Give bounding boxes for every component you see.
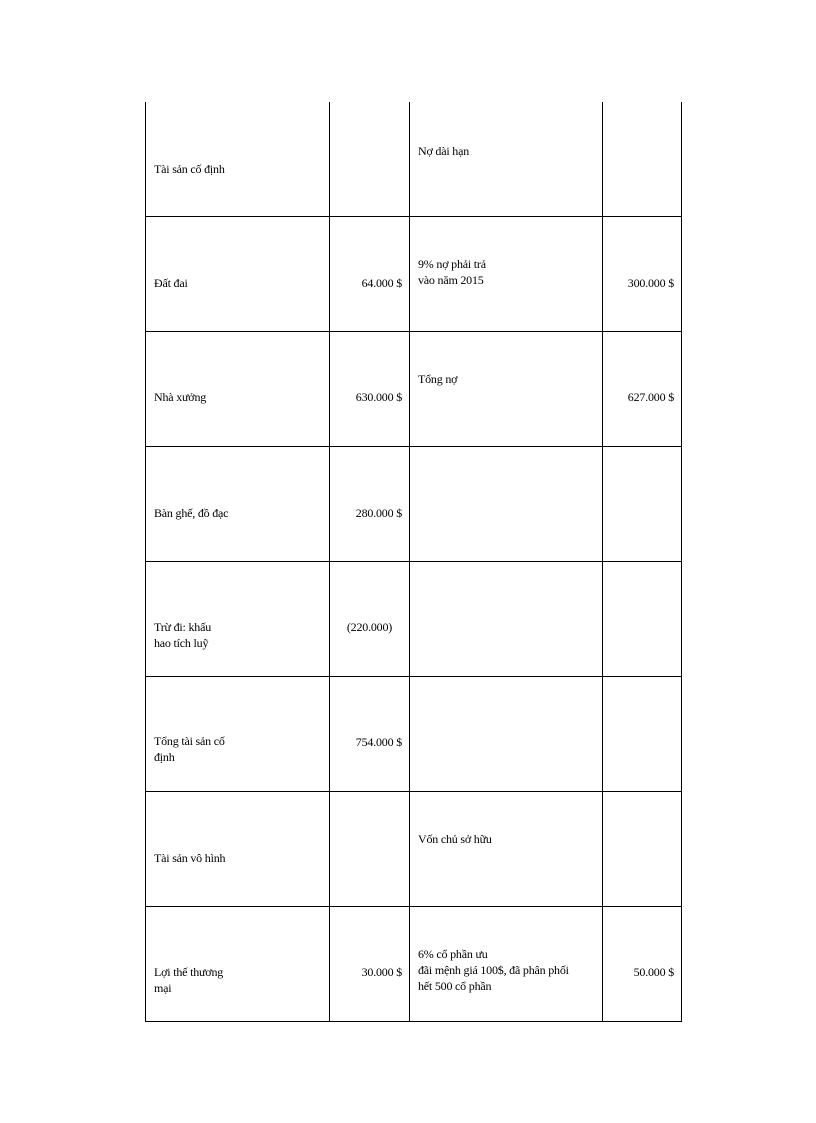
liability-label-cell [410,447,603,562]
liability-value-cell [603,907,682,1022]
asset-label-cell [146,677,330,792]
table-row [146,677,682,792]
liability-label-cell [410,102,603,217]
liability-value-cell [603,217,682,332]
liability-label-cell [410,792,603,907]
asset-label: Tổng tài sản cố định [154,734,225,764]
liability-value: 627.000 $ [627,390,674,404]
table-row [146,447,682,562]
asset-value-cell [330,677,410,792]
balance-sheet-table [145,102,682,1022]
table-row [146,102,682,217]
asset-label: Nhà xưởng [154,390,207,404]
asset-label-cell [146,562,330,677]
liability-label: 6% cổ phần ưu đãi mệnh giá 100$, đã phân phối hết 500 cổ phần [418,947,569,993]
asset-label-cell [146,332,330,447]
asset-value: 754.000 $ [355,735,402,749]
asset-value: 630.000 $ [355,390,402,404]
asset-label: Bàn ghế, đồ đạc [154,506,229,520]
asset-label: Tài sản vô hình [154,851,226,865]
asset-label: Tài sản cố định [154,162,225,176]
liability-label: Vốn chủ sở hữu [418,832,492,846]
table-row [146,792,682,907]
table-row [146,907,682,1022]
asset-label-cell [146,217,330,332]
table-row [146,562,682,677]
liability-label-cell [410,907,603,1022]
liability-label-cell [410,562,603,677]
liability-value: 50.000 $ [633,965,674,979]
liability-value-cell [603,792,682,907]
asset-label-cell [146,447,330,562]
table-row [146,217,682,332]
asset-value: 30.000 $ [361,965,402,979]
liability-label: 9% nợ phải trả vào năm 2015 [418,257,486,287]
liability-value-cell [603,332,682,447]
asset-label: Trừ đi: khấu hao tích luỹ [154,620,212,650]
asset-label-cell [146,792,330,907]
asset-value-cell [330,907,410,1022]
asset-label-cell [146,102,330,217]
asset-value-cell [330,102,410,217]
asset-value-cell [330,217,410,332]
liability-label: Nợ dài hạn [418,144,469,158]
liability-value-cell [603,562,682,677]
asset-value-cell [330,562,410,677]
asset-value: (220.000) [346,620,393,634]
liability-value-cell [603,447,682,562]
asset-label-cell [146,907,330,1022]
liability-value-cell [603,102,682,217]
asset-value: 280.000 $ [355,506,402,520]
asset-value-cell [330,332,410,447]
liability-value-cell [603,677,682,792]
table-row [146,332,682,447]
liability-label-cell [410,217,603,332]
asset-value: 64.000 $ [361,276,402,290]
asset-label: Đất đai [154,276,188,290]
liability-label-cell [410,677,603,792]
asset-value-cell [330,792,410,907]
liability-label: Tổng nợ [418,372,458,386]
asset-value-cell [330,447,410,562]
liability-value: 300.000 $ [627,276,674,290]
asset-label: Lợi thế thương mại [154,965,224,995]
liability-label-cell [410,332,603,447]
